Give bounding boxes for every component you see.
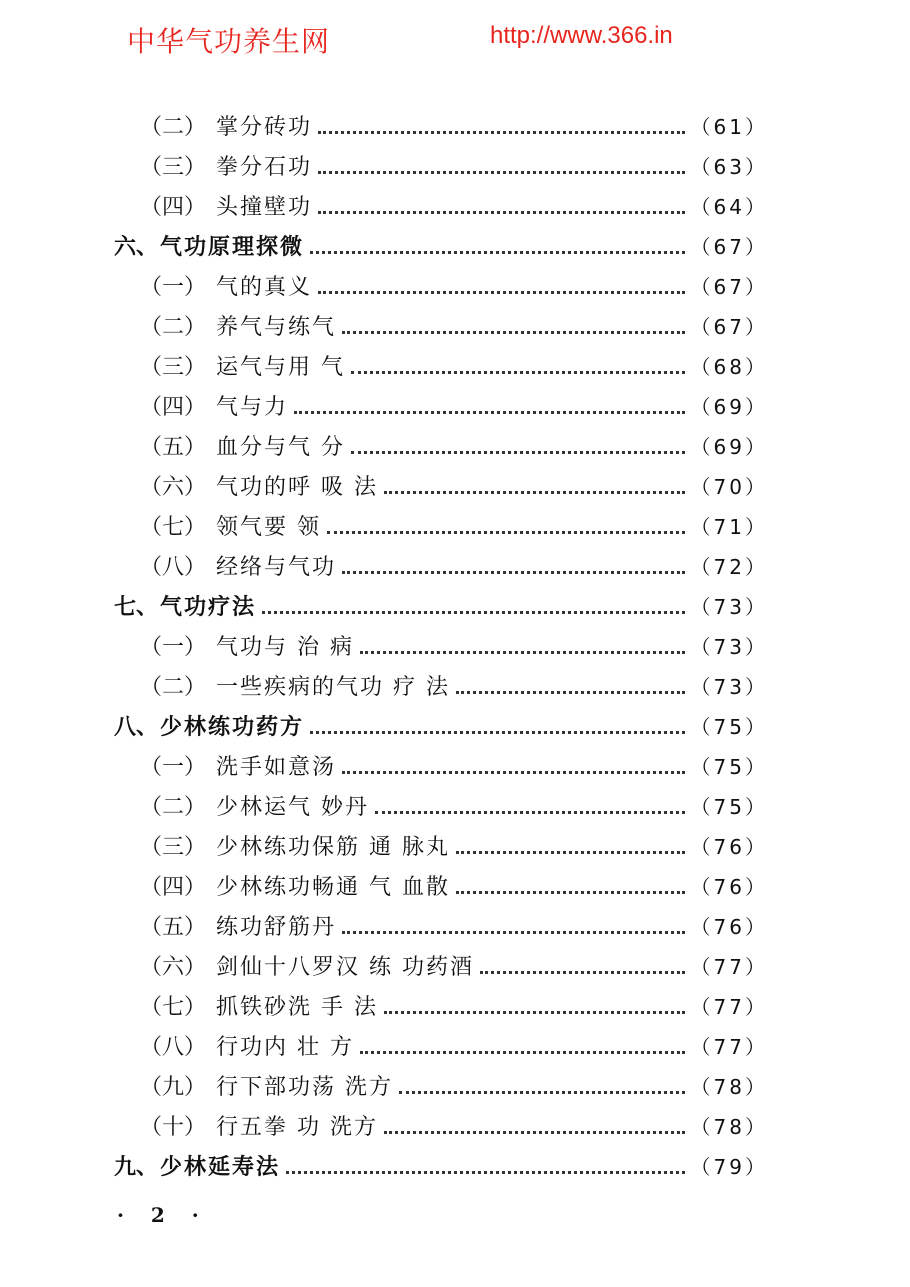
toc-entry-page: （78） — [690, 1115, 768, 1139]
toc-chapter-row — [114, 590, 768, 630]
toc-entry-title: 行功内 壮 方 — [216, 1035, 355, 1060]
toc-entry-number: （二） — [140, 315, 207, 340]
toc-entry-page: （77） — [690, 995, 768, 1019]
toc-dot-leader — [342, 930, 685, 934]
toc-entry-number: 九、 — [114, 1154, 159, 1180]
toc-entry-page: （67） — [690, 315, 768, 339]
toc-dot-leader — [342, 770, 685, 774]
toc-entry-page: （69） — [690, 395, 768, 419]
site-url-link[interactable]: http://www.366.in — [490, 22, 673, 49]
toc-dot-leader — [480, 970, 685, 974]
toc-entry-number: （一） — [140, 635, 207, 660]
toc-entry-number: （七） — [140, 995, 207, 1020]
toc-dot-leader — [360, 1050, 685, 1054]
toc-entry-number: （一） — [140, 755, 207, 780]
toc-section-row — [140, 670, 768, 710]
toc-dot-leader — [384, 1130, 685, 1134]
page-number: · 2 · — [117, 1203, 209, 1227]
toc-entry-page: （67） — [690, 235, 768, 259]
toc-entry-number: （六） — [140, 955, 207, 980]
toc-entry-page: （61） — [690, 115, 768, 139]
toc-section-row — [140, 310, 768, 350]
toc-section-row — [140, 910, 768, 950]
toc-dot-leader — [294, 410, 685, 414]
toc-entry-page: （76） — [690, 915, 768, 939]
toc-entry-number: 八、 — [114, 714, 159, 740]
toc-dot-leader — [310, 730, 685, 734]
toc-entry-page: （75） — [690, 795, 768, 819]
toc-section-row — [140, 550, 768, 590]
toc-dot-leader — [318, 290, 685, 294]
toc-entry-title: 运气与用 气 — [216, 355, 346, 380]
toc-dot-leader — [351, 450, 685, 454]
toc-section-row — [140, 150, 768, 190]
toc-entry-number: （九） — [140, 1075, 207, 1100]
toc-entry-title: 气功疗法 — [160, 594, 257, 620]
toc-entry-page: （76） — [690, 835, 768, 859]
toc-dot-leader — [318, 170, 685, 174]
toc-entry-title: 少林练功药方 — [160, 714, 305, 740]
toc-entry-title: 血分与气 分 — [216, 435, 346, 460]
toc-entry-number: （三） — [140, 155, 207, 180]
toc-entry-title: 少林练功保筋 通 脉丸 — [216, 835, 451, 860]
toc-dot-leader — [342, 570, 685, 574]
toc-entry-page: （76） — [690, 875, 768, 899]
toc-entry-page: （73） — [690, 595, 768, 619]
toc-entry-page: （68） — [690, 355, 768, 379]
toc-entry-title: 气的真义 — [216, 275, 313, 300]
toc-section-row — [140, 470, 768, 510]
toc-entry-number: （四） — [140, 875, 207, 900]
toc-entry-number: （三） — [140, 355, 207, 380]
toc-entry-title: 气功的呼 吸 法 — [216, 475, 379, 500]
toc-section-row — [140, 190, 768, 230]
toc-entry-title: 一些疾病的气功 疗 法 — [216, 675, 451, 700]
toc-dot-leader — [262, 610, 685, 614]
toc-dot-leader — [456, 890, 685, 894]
toc-entry-title: 领气要 领 — [216, 515, 322, 540]
toc-section-row — [140, 630, 768, 670]
toc-dot-leader — [384, 1010, 685, 1014]
toc-entry-number: 六、 — [114, 234, 159, 260]
toc-entry-number: （一） — [140, 275, 207, 300]
toc-entry-title: 养气与练气 — [216, 315, 337, 340]
toc-entry-title: 行五拳 功 洗方 — [216, 1115, 379, 1140]
toc-entry-page: （69） — [690, 435, 768, 459]
toc-entry-page: （72） — [690, 555, 768, 579]
toc-entry-title: 气功与 治 病 — [216, 635, 355, 660]
toc-entry-number: （五） — [140, 435, 207, 460]
toc-dot-leader — [286, 1170, 685, 1174]
toc-chapter-row — [114, 1150, 768, 1190]
toc-entry-title: 气功原理探微 — [160, 234, 305, 260]
toc-dot-leader — [318, 210, 685, 214]
toc-section-row — [140, 830, 768, 870]
toc-entry-page: （63） — [690, 155, 768, 179]
toc-entry-page: （78） — [690, 1075, 768, 1099]
toc-section-row — [140, 110, 768, 150]
toc-entry-number: （二） — [140, 675, 207, 700]
toc-entry-page: （73） — [690, 675, 768, 699]
toc-section-row — [140, 510, 768, 550]
toc-entry-number: （五） — [140, 915, 207, 940]
toc-entry-number: （八） — [140, 555, 207, 580]
toc-entry-page: （77） — [690, 1035, 768, 1059]
toc-dot-leader — [310, 250, 685, 254]
site-name: 中华气功养生网 — [127, 25, 331, 58]
toc-entry-title: 头撞壁功 — [216, 195, 313, 220]
toc-entry-page: （77） — [690, 955, 768, 979]
toc-dot-leader — [456, 690, 685, 694]
toc-entry-page: （67） — [690, 275, 768, 299]
toc-entry-number: （二） — [140, 115, 207, 140]
toc-entry-title: 洗手如意汤 — [216, 755, 337, 780]
toc-entry-page: （75） — [690, 715, 768, 739]
toc-entry-number: （六） — [140, 475, 207, 500]
toc-entry-title: 拳分石功 — [216, 155, 313, 180]
toc-section-row — [140, 870, 768, 910]
toc-section-row — [140, 430, 768, 470]
toc-entry-page: （73） — [690, 635, 768, 659]
toc-entry-title: 少林运气 妙丹 — [216, 795, 370, 820]
toc-dot-leader — [456, 850, 685, 854]
toc-chapter-row — [114, 230, 768, 270]
toc-dot-leader — [351, 370, 685, 374]
toc-entry-title: 抓铁砂洗 手 法 — [216, 995, 379, 1020]
toc-entry-title: 剑仙十八罗汉 练 功药酒 — [216, 955, 475, 980]
toc-entry-title: 少林延寿法 — [160, 1154, 281, 1180]
toc-section-row — [140, 790, 768, 830]
toc-entry-number: （二） — [140, 795, 207, 820]
toc-dot-leader — [384, 490, 685, 494]
toc-entry-title: 经络与气功 — [216, 555, 337, 580]
toc-entry-number: （十） — [140, 1115, 207, 1140]
toc-dot-leader — [399, 1090, 685, 1094]
toc-entry-page: （75） — [690, 755, 768, 779]
toc-entry-number: （八） — [140, 1035, 207, 1060]
toc-entry-page: （70） — [690, 475, 768, 499]
toc-entry-title: 行下部功荡 洗方 — [216, 1075, 394, 1100]
toc-dot-leader — [375, 810, 685, 814]
toc-entry-title: 练功舒筋丹 — [216, 915, 337, 940]
toc-section-row — [140, 1110, 768, 1150]
toc-entry-number: 七、 — [114, 594, 159, 620]
toc-entry-page: （64） — [690, 195, 768, 219]
toc-dot-leader — [318, 130, 685, 134]
toc-section-row — [140, 1070, 768, 1110]
toc-entry-number: （四） — [140, 195, 207, 220]
toc-entry-title: 气与力 — [216, 395, 289, 420]
toc-entry-title: 掌分砖功 — [216, 115, 313, 140]
toc-section-row — [140, 270, 768, 310]
toc-section-row — [140, 350, 768, 390]
toc-section-row — [140, 1030, 768, 1070]
toc-entry-page: （71） — [690, 515, 768, 539]
toc-section-row — [140, 990, 768, 1030]
toc-chapter-row — [114, 710, 768, 750]
toc-section-row — [140, 950, 768, 990]
toc-entry-number: （七） — [140, 515, 207, 540]
toc-section-row — [140, 390, 768, 430]
toc-dot-leader — [327, 530, 685, 534]
toc-entry-number: （三） — [140, 835, 207, 860]
toc-dot-leader — [342, 330, 685, 334]
toc-entry-title: 少林练功畅通 气 血散 — [216, 875, 451, 900]
toc-entry-page: （79） — [690, 1155, 768, 1179]
toc-entry-number: （四） — [140, 395, 207, 420]
toc-section-row — [140, 750, 768, 790]
toc-dot-leader — [360, 650, 685, 654]
